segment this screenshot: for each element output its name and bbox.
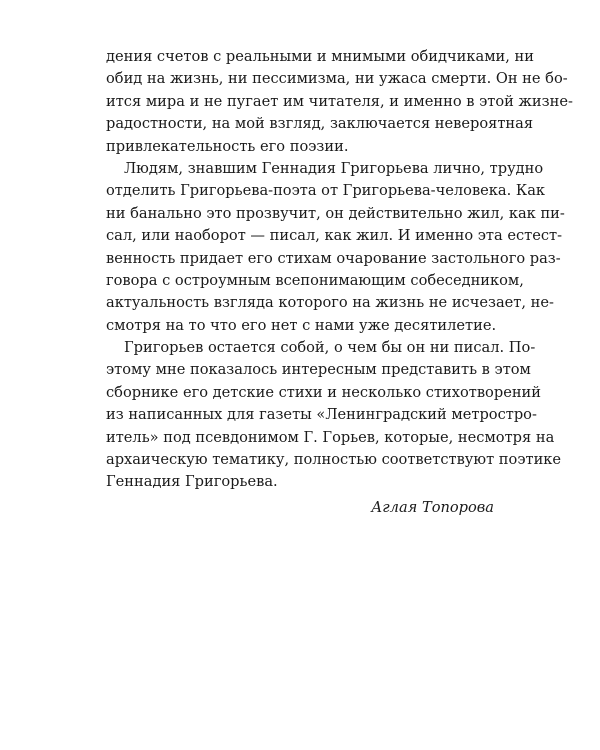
author-signature: Аглая Топорова (371, 498, 494, 516)
text-line: Геннадия Григорьева. (106, 473, 278, 491)
text-line: ится мира и не пугает им читателя, и именно в этой жизне- (106, 92, 573, 110)
text-line: венность придает его стихам очарование застольного раз- (106, 249, 561, 267)
paragraph-1 (106, 46, 573, 158)
paragraph-2 (106, 158, 565, 337)
text-line: радостности, на мой взгляд, заключается невероятная (106, 115, 534, 133)
text-line: привлекательность его поэзии. (106, 137, 349, 155)
text-line: обид на жизнь, ни пессимизма, ни ужаса смерти. Он не бо- (106, 70, 568, 88)
text-line: дения счетов с реальными и мнимыми обидчиками, ни (106, 48, 535, 65)
text-line: говора с остроумным всепонимающим собеседником, (106, 271, 524, 289)
text-line: из написанных для газеты «Ленинградский метростро- (106, 406, 537, 424)
text-line: архаическую тематику, полностью соответствуют поэтике (106, 451, 562, 469)
text-line: сборнике его детские стихи и несколько стихотворений (106, 383, 542, 401)
text-line: ни банально это прозвучит, он действительно жил, как пи- (106, 204, 565, 222)
page-content (106, 46, 573, 520)
text-line: этому мне показалось интересным представить в этом (106, 361, 531, 379)
text-line: итель» под псевдонимом Г. Горьев, которые, несмотря на (106, 428, 555, 446)
text-line: Григорьев остается собой, о чем бы он ни писал. По- (124, 339, 536, 357)
text-line: сал, или наоборот — писал, как жил. И именно эта естест- (106, 227, 563, 245)
text-line: актуальность взгляда которого на жизнь не исчезает, не- (106, 294, 554, 312)
text-line: отделить Григорьева-поэта от Григорьева-человека. Как (106, 182, 546, 200)
paragraph-3 (106, 337, 562, 494)
text-line: смотря на то что его нет с нами уже десятилетие. (106, 316, 497, 334)
text-line: Людям, знавшим Геннадия Григорьева лично, трудно (124, 159, 544, 177)
